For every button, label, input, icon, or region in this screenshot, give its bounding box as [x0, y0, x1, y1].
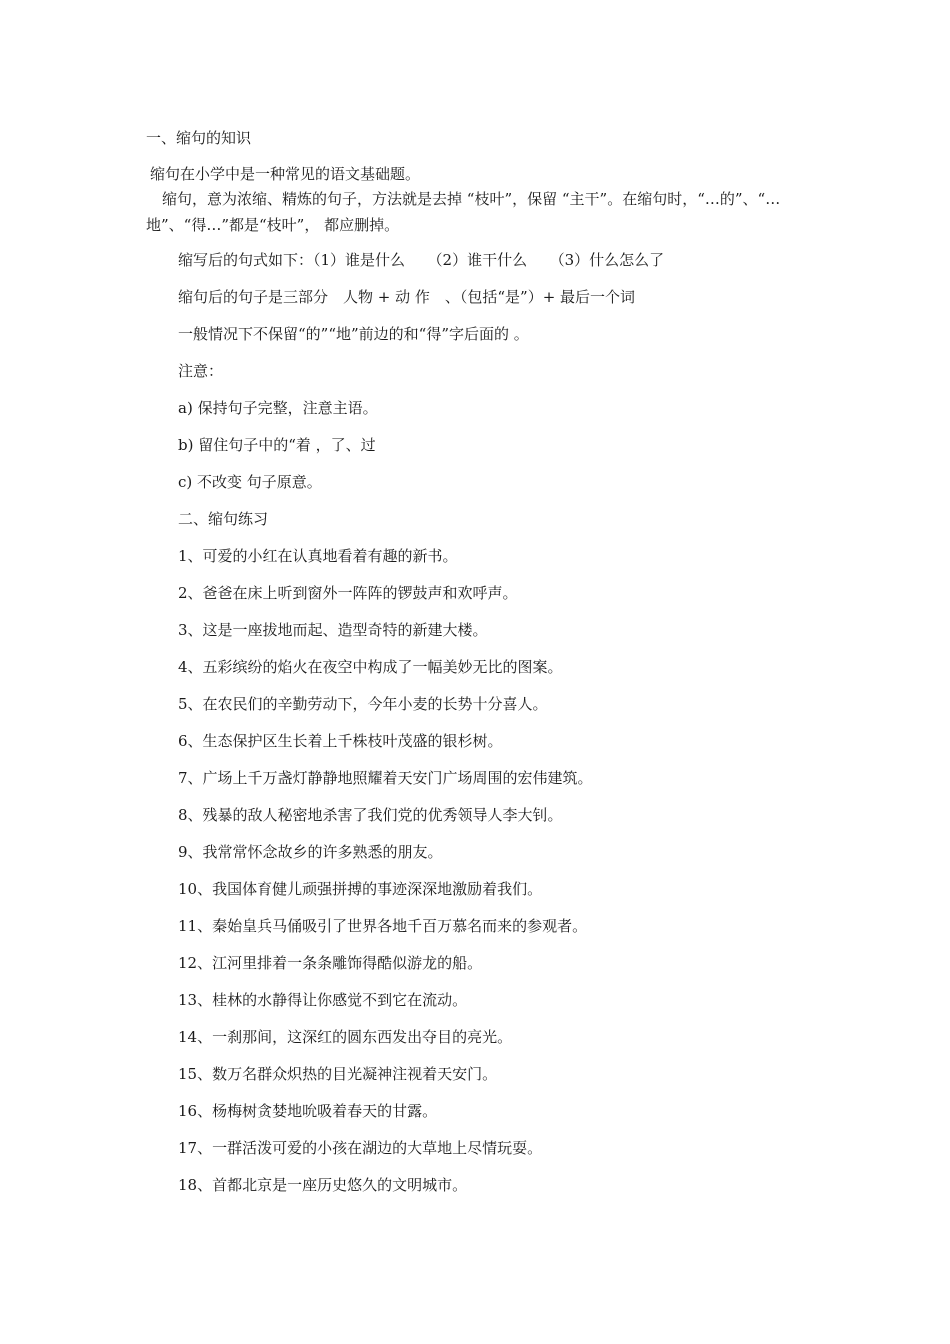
- sentence-patterns: 缩写后的句式如下：（1）谁是什么 （2）谁干什么 （3）什么怎么了: [178, 251, 665, 269]
- exercise-item: 7、广场上千万盏灯静静地照耀着天安门广场周围的宏伟建筑。: [178, 769, 593, 787]
- note-item: c) 不改变 句子原意。: [178, 473, 322, 491]
- exercise-item: 9、我常常怀念故乡的许多熟悉的朋友。: [178, 843, 443, 861]
- intro-paragraph: 缩句在小学中是一种常见的语文基础题。: [150, 165, 421, 183]
- section-heading-practice: 二、缩句练习: [178, 510, 269, 528]
- section-heading-knowledge: 一、缩句的知识: [146, 129, 252, 147]
- exercise-item: 10、我国体育健儿顽强拼搏的事迹深深地激励着我们。: [178, 880, 543, 898]
- exercise-item: 5、在农民们的辛勤劳动下，今年小麦的长势十分喜人。: [178, 695, 548, 713]
- exercise-item: 11、秦始皇兵马俑吸引了世界各地千百万慕名而来的参观者。: [178, 917, 588, 935]
- method-paragraph: 缩句，意为浓缩、精炼的句子，方法就是去掉 “枝叶”，保留 “主干”。在缩句时，“…的”、“…地”、“得…”都是“枝叶”， 都应删掉。: [146, 190, 781, 234]
- exercise-item: 14、一刹那间，这深红的圆东西发出夺目的亮光。: [178, 1028, 513, 1046]
- exercise-item: 2、爸爸在床上听到窗外一阵阵的锣鼓声和欢呼声。: [178, 584, 518, 602]
- exercise-item: 8、残暴的敌人秘密地杀害了我们党的优秀领导人李大钊。: [178, 806, 563, 824]
- retention-rule: 一般情况下不保留“的”“地”前边的和“得”字后面的 。: [178, 325, 529, 343]
- exercise-item: 12、江河里排着一条条雕饰得酷似游龙的船。: [178, 954, 483, 972]
- exercise-item: 13、桂林的水静得让你感觉不到它在流动。: [178, 991, 468, 1009]
- exercise-item: 16、杨梅树贪婪地吮吸着春天的甘露。: [178, 1102, 438, 1120]
- exercise-item: 18、首都北京是一座历史悠久的文明城市。: [178, 1176, 468, 1194]
- exercise-item: 4、五彩缤纷的焰火在夜空中构成了一幅美妙无比的图案。: [178, 658, 563, 676]
- note-label: 注意：: [178, 362, 224, 380]
- exercise-item: 17、一群活泼可爱的小孩在湖边的大草地上尽情玩耍。: [178, 1139, 543, 1157]
- exercise-item: 1、可爱的小红在认真地看着有趣的新书。: [178, 547, 458, 565]
- exercise-item: 3、这是一座拔地而起、造型奇特的新建大楼。: [178, 621, 488, 639]
- exercise-item: 15、数万名群众炽热的目光凝神注视着天安门。: [178, 1065, 498, 1083]
- note-item: b) 留住句子中的“着 ，了、过: [178, 436, 376, 454]
- sentence-parts: 缩句后的句子是三部分 人物 + 动 作 、（包括“是”）+ 最后一个词: [178, 288, 636, 306]
- exercise-item: 6、生态保护区生长着上千株枝叶茂盛的银杉树。: [178, 732, 503, 750]
- note-item: a) 保持句子完整，注意主语。: [178, 399, 378, 417]
